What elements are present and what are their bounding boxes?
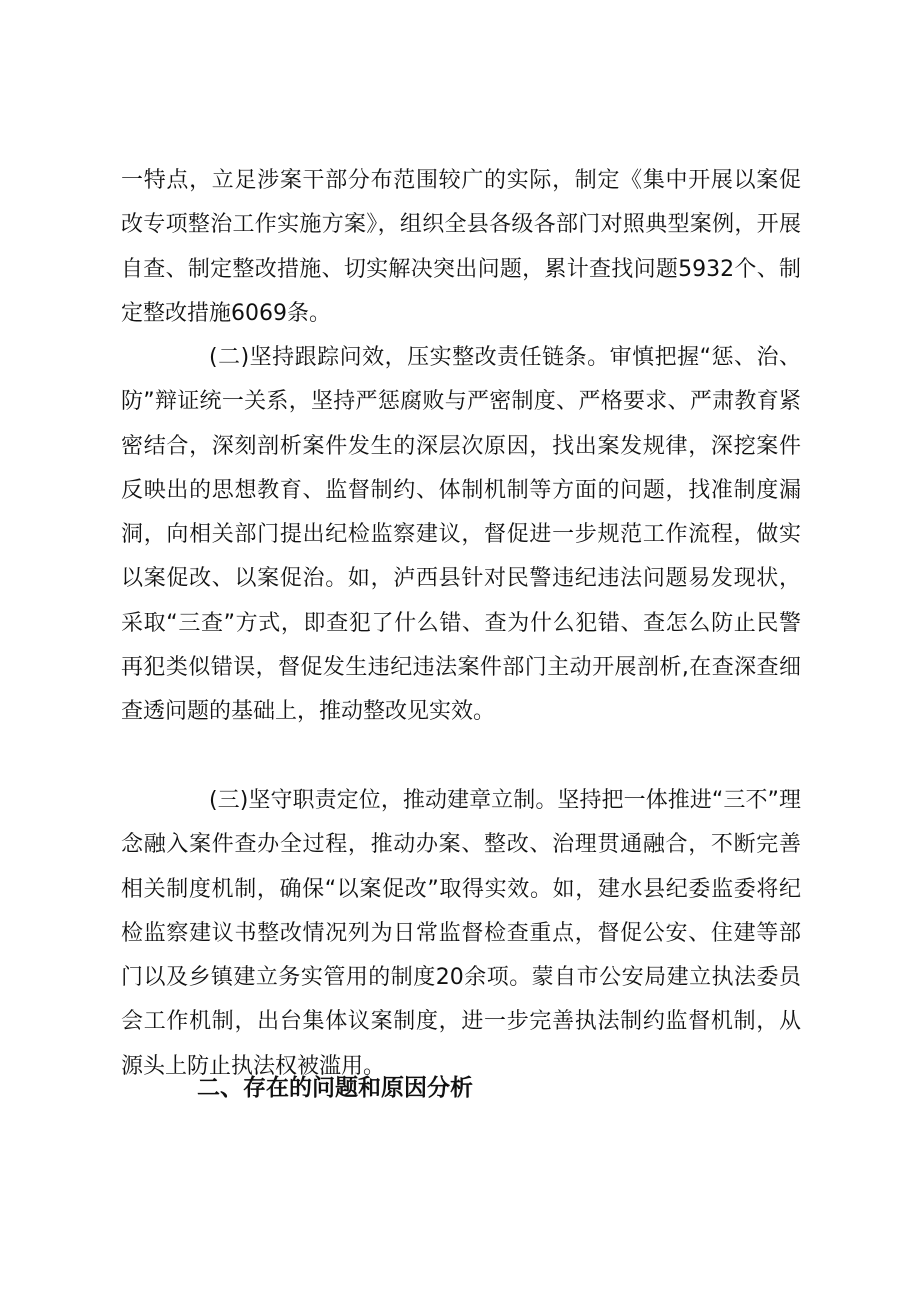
paragraph-institution-building: (三)坚守职责定位，推动建章立制。坚持把一体推进“三不”理念融入案件查办全过程，推动办案、整改、治理贯通融合，不断完善相关制度机制，确保“以案促改”取得实效。如，建水县纪委监委将纪检监察建议书整改情况列为日常监督检查重点，督促公安、住建等部门以及乡镇建立务实管用的制度20余项。蒙自市公安局建立执法委员会工作机制，出台集体议案制度，进一步完善执法制约监督机制，从源头上防止执法权被滥用。: [121, 788, 801, 1079]
section-heading: 二、存在的问题和原因分析: [197, 1075, 473, 1101]
paragraph-continued: 一特点，立足涉案干部分布范围较广的实际，制定《集中开展以案促改专项整治工作实施方案》，组织全县各级各部门对照典型案例，开展自查、制定整改措施、切实解决突出问题，累计查找问题5932个、制定整改措施6069条。: [121, 168, 801, 326]
paragraph-tracking-accountability: (二)坚持跟踪问效，压实整改责任链条。审慎把握“惩、治、防”辩证统一关系，坚持严惩腐败与严密制度、严格要求、严肃教育紧密结合，深刻剖析案件发生的深层次原因，找出案发规律，深挖案件反映出的思想教育、监督制约、体制机制等方面的问题，找准制度漏洞，向相关部门提出纪检监察建议，督促进一步规范工作流程，做实以案促改、以案促治。如，泸西县针对民警违纪违法问题易发现状，采取“三查”方式，即查犯了什么错、查为什么犯错、查怎么防止民警再犯类似错误，督促发生违纪违法案件部门主动开展剖析,在查深查细查透问题的基础上，推动整改见实效。: [121, 345, 801, 725]
